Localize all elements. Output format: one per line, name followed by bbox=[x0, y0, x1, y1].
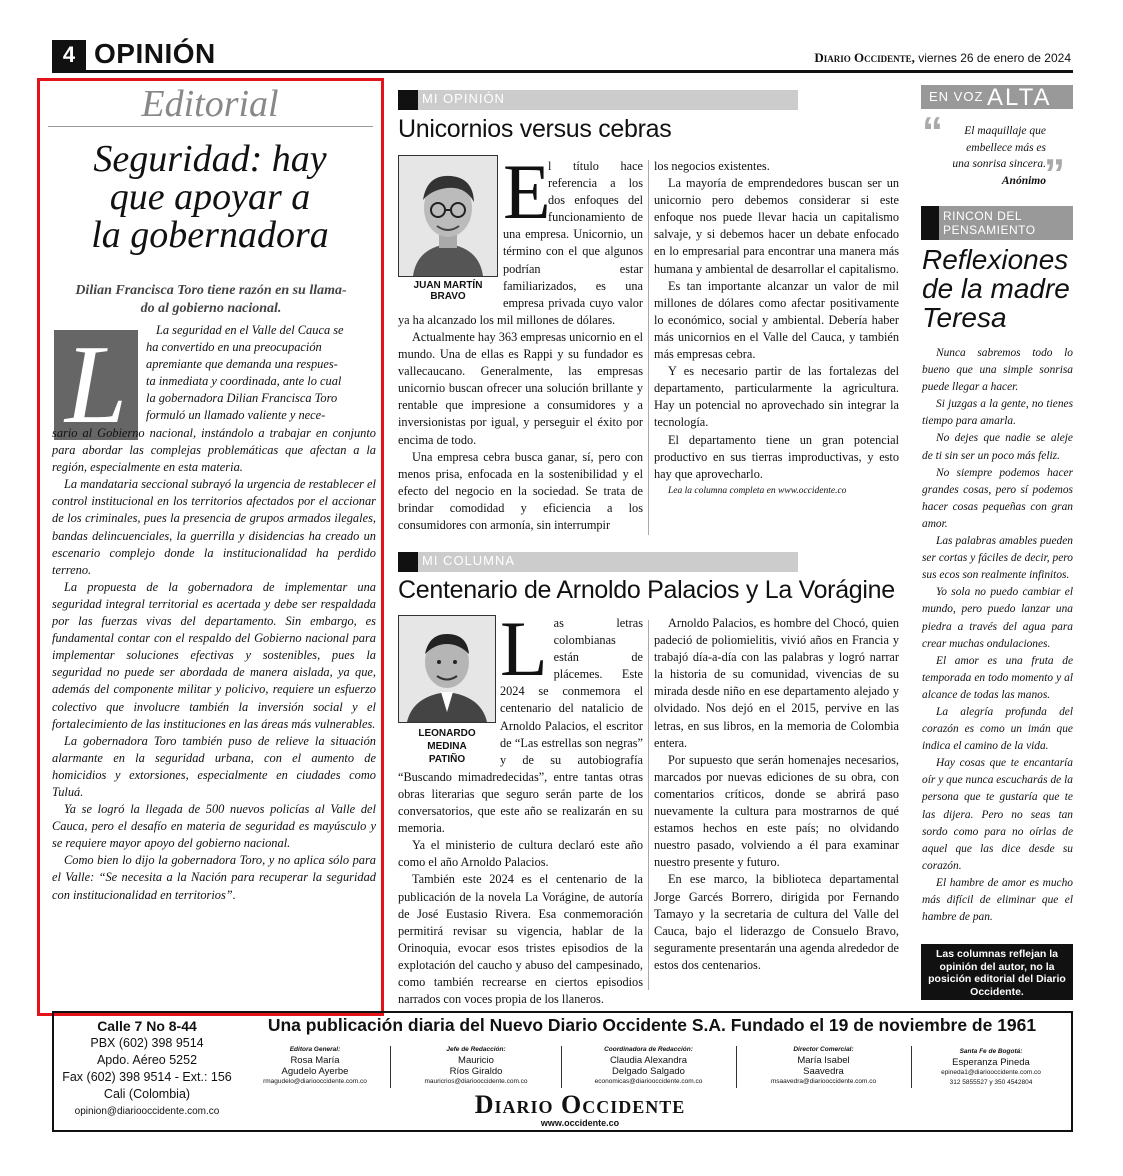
author-name-line: LEONARDO MEDINA bbox=[418, 728, 476, 752]
body-line: formuló un llamado valiente y nece- bbox=[146, 408, 326, 423]
staff-block bbox=[741, 1045, 906, 1087]
staff-email[interactable]: epineda1@diariooccidente.com.co bbox=[941, 1069, 1041, 1076]
editorial-drop-cap: L bbox=[54, 330, 138, 440]
staff-name: María Isabel bbox=[797, 1055, 850, 1066]
rincon-label-line: RINCON DEL bbox=[943, 209, 1023, 223]
staff-name: Claudia Alexandra bbox=[609, 1055, 688, 1066]
staff-block bbox=[396, 1045, 556, 1087]
rincon-label-line: PENSAMIENTO bbox=[943, 223, 1036, 237]
address-line: PBX (602) 398 9514 bbox=[90, 1036, 204, 1050]
body-paragraph: La mandataria seccional subrayó la urgencia de restablecer el control institucional en los territorios afectados por el accionar de los criminales, pues la presencia de grupos armados ilegales, bandas delincuenciales, la guerrilla y disidencias ha creado un escenario complejo donde la institucionalidad ha perdido terreno. bbox=[52, 477, 376, 577]
column-label: MI COLUMNA bbox=[422, 553, 516, 568]
rincon-bar bbox=[921, 206, 1073, 240]
editorial-title-line: que apoyar a bbox=[109, 176, 311, 218]
body-paragraph: En ese marco, la biblioteca departamental Jorge Garcés Borrero, dirigida por Fernando Tamayo y la secretaria de cultura del Valle del Cauca, bajo el liderazgo de Consuelo Bravo, seguramente presentarán una agenda alrededor de estos dos centenarios. bbox=[654, 872, 899, 972]
body-line: ta inmediata y coordinada, ante lo cual bbox=[146, 374, 342, 389]
staff-name: Mauricio bbox=[458, 1055, 494, 1066]
body-paragraph: Arnoldo Palacios, es hombre del Chocó, quien padeció de poliomielitis, vivió años en Francia y trabajó día-a-día con las palabras y logró narrar la historia de su comunidad, vivencias de su mirada desde niño en ese departamento alejado y olvidado. Nos dejó en el 2015, pervive en las letras, en sus libros, en la memoria de Colombia entera. bbox=[654, 616, 899, 750]
address-line: Cali (Colombia) bbox=[103, 1087, 191, 1101]
quote-attribution: Anónimo bbox=[1001, 174, 1046, 187]
editorial-subtitle bbox=[52, 282, 370, 318]
paper-name: Diario Occidente, bbox=[814, 50, 915, 65]
opinion-label-bar bbox=[398, 90, 798, 110]
reflection: Las palabras amables pueden ser cortas y fáciles de decir, pero sus ecos son realmente infinitos. bbox=[922, 535, 1073, 582]
body-paragraph: También este 2024 es el centenario de la publicación de la novela La Vorágine, de autoría de José Eustasio Rivera. Esa conmemoración permitirá revisar su vigencia, hablar de la Orinoquia, evocar esos tristes episodios de la explotación del caucho y abuso del campesinado, como también recrearse en ciertos episodios narrados con voces propia de los llaneros. bbox=[398, 872, 643, 1007]
column-col2 bbox=[654, 615, 899, 974]
read-more-note: Lea la columna completa en www.occidente.co bbox=[668, 485, 847, 496]
rincon-title-line: Reflexiones bbox=[922, 244, 1069, 275]
staff-block bbox=[916, 1047, 1066, 1088]
author-name: JUAN MARTÍN BRAVO bbox=[413, 280, 483, 302]
body-paragraph: Una empresa cebra busca ganar, sí, pero con menos prisa, enfocada en la sostenibilidad y el efecto del negocio en la sociedad. Se trata de brindar comodidad y eficiencia a los consumidores con armonía, sin interrumpir bbox=[398, 449, 643, 532]
editorial-first-lines bbox=[146, 322, 376, 425]
body-paragraph: Por supuesto que serán homenajes necesarios, marcados por nuevas ediciones de su obra, con comentarios críticos, donde se abrirá paso nuevamente la cultura para mostrarnos de qué estamos hechos en este país; no olvidando nuestro pasado, volviendo a él para examinar nuestro presente y futuro. bbox=[654, 752, 899, 870]
body-line: apremiante que demanda una respues- bbox=[146, 357, 338, 372]
reflection: La alegría profunda del corazón es como un imán que indica el camino de la vida. bbox=[922, 705, 1073, 753]
body-line: La seguridad en el Valle del Cauca se bbox=[156, 323, 344, 337]
staff-role: Jefe de Redacción: bbox=[446, 1046, 506, 1053]
voz-alta-label-small: EN VOZ bbox=[929, 89, 984, 104]
rincon-title-line: Teresa bbox=[922, 302, 1007, 333]
dateline bbox=[814, 50, 1071, 66]
editorial-body bbox=[52, 425, 376, 904]
rincon-label bbox=[943, 209, 1036, 237]
staff-block bbox=[245, 1045, 385, 1087]
disclaimer-box: Las columnas reflejan la opinión del autor, no la posición editorial del Diario Occidente. bbox=[921, 944, 1073, 1000]
close-quote-icon: ” bbox=[1044, 150, 1065, 197]
quote-line: embellece más es bbox=[966, 141, 1046, 154]
editorial-title-line: la gobernadora bbox=[91, 214, 329, 256]
section-title: OPINIÓN bbox=[94, 38, 216, 69]
rincon-body bbox=[922, 345, 1073, 926]
staff-role: Coordinadora de Redacción: bbox=[604, 1046, 693, 1053]
website-link[interactable]: www.occidente.co bbox=[540, 1118, 620, 1128]
kicker-rule bbox=[48, 126, 373, 127]
column-drop-cap: L bbox=[500, 605, 548, 692]
column-col1 bbox=[398, 605, 643, 1008]
rincon-title-line: de la madre bbox=[922, 273, 1070, 304]
body-paragraph: La propuesta de la gobernadora de implementar una seguridad integral territorial es acertada y debe ser respaldada por las fuerzas vivas del departamento. Sin embargo, es fundamental contar con el respaldo del Gobierno nacional para implementar soluciones efectivas y sostenibles, pues la seguridad no puede ser abordada de manera aislada, ya que, además del componente militar y policivo, requiere un esfuerzo colectivo que involucre también la inversión social y el fortalecimiento de las instituciones en las áreas más vulnerables. bbox=[52, 579, 376, 731]
body-paragraph: los negocios existentes. bbox=[654, 159, 770, 173]
editorial-title-line: Seguridad: hay bbox=[93, 138, 327, 180]
address-line: Calle 7 No 8-44 bbox=[97, 1018, 197, 1034]
rincon-title bbox=[922, 245, 1072, 332]
body-paragraph: sario al Gobierno nacional, instándolo a trabajar en conjunto para abordar las complejas problemáticas que afectan a la región, especialmente en esta materia. bbox=[52, 426, 376, 475]
address-line: Fax (602) 398 9514 - Ext.: 156 bbox=[62, 1070, 232, 1084]
staff-role: Director Comercial: bbox=[793, 1046, 854, 1053]
staff-name: Agudelo Ayerbe bbox=[281, 1066, 349, 1077]
staff-email[interactable]: rmagudelo@diariooccidente.com.co bbox=[263, 1078, 367, 1085]
staff-name: Delgado Salgado bbox=[612, 1066, 685, 1077]
opinion-title: Unicornios versus cebras bbox=[398, 115, 672, 143]
staff-block bbox=[566, 1045, 731, 1087]
staff-name: Rosa María bbox=[290, 1055, 340, 1066]
body-paragraph: as letras colombianas están de plácemes. Este 2024 se conmemora el centenario del natalicio de Arnoldo Palacios, el escritor de “Las estrellas son negras” y de su autobiografía “Buscando mimadredecidas”, entre tantas otras obras literarias que seguro serán parte de los conversatorios, que este año se realizarán en su memoria. bbox=[398, 616, 643, 836]
opinion-col1 bbox=[398, 148, 643, 534]
editorial-kicker: Editorial bbox=[141, 83, 279, 125]
footer-address bbox=[54, 1018, 240, 1120]
body-paragraph: Como bien lo dijo la gobernadora Toro, y no aplica sólo para el Valle: “Se necesita a la Nación para recuperar la seguridad con institucionalidad en territorios”. bbox=[52, 853, 376, 902]
staff-email[interactable]: economicas@diariooccidente.com.co bbox=[594, 1078, 703, 1085]
reflection: Yo sola no puedo cambiar el mundo, pero puedo lanzar una piedra a través del agua para crear muchas ondulaciones. bbox=[922, 586, 1073, 650]
staff-name: Saavedra bbox=[803, 1066, 844, 1077]
staff-role: Editora General: bbox=[289, 1046, 341, 1053]
address-line: Apdo. Aéreo 5252 bbox=[96, 1053, 198, 1067]
staff-name: Esperanza Pineda bbox=[952, 1057, 1030, 1068]
staff-role: Santa Fe de Bogotá: bbox=[959, 1048, 1023, 1055]
quote-line: una sonrisa sincera. bbox=[952, 158, 1046, 170]
voz-alta-label-big: ALTA bbox=[987, 84, 1052, 111]
opinion-drop-cap: E bbox=[503, 148, 551, 235]
issue-date: viernes 26 de enero de 2024 bbox=[918, 51, 1071, 65]
staff-email[interactable]: mauricrios@diariooccidente.com.co bbox=[424, 1078, 528, 1085]
body-paragraph: l título hace referencia a los dos enfoques del funcionamiento de una empresa. Unicornio, un término con el que algunos podrían estar familiarizados, es una empresa privada cuyo valor ya ha alcanzado los mil millones de dólares. bbox=[398, 159, 643, 327]
voz-alta-quote bbox=[936, 123, 1046, 189]
staff-name: Ríos Giraldo bbox=[449, 1066, 503, 1077]
reflection: No siempre podemos hacer grandes cosas, pero sí podemos hacer cosas pequeñas con gran amor. bbox=[922, 466, 1073, 530]
column-label-bar bbox=[398, 552, 798, 572]
opinion-col2 bbox=[654, 158, 899, 496]
column-title: Centenario de Arnoldo Palacios y La Vorágine bbox=[398, 576, 895, 604]
reflection: No dejes que nadie se aleje de ti sin ser un poco más feliz. bbox=[922, 432, 1073, 462]
reflection: El hambre de amor es mucho más difícil de eliminar que el hambre de pan. bbox=[922, 876, 1073, 924]
body-paragraph: Es tan importante alcanzar un valor de mil millones de dólares como afectar positivamente lo económico, social y ambiental. Debería haber más unicornios en el Valle del Cauca, y también más empresas cebra. bbox=[654, 278, 899, 362]
staff-divider bbox=[736, 1046, 737, 1088]
reflection: El amor es una fruta de temporada en todo momento y al alcance de todas las manos. bbox=[922, 654, 1073, 701]
body-paragraph: Y es necesario partir de las fortalezas del departamento, particularmente la agricultura. Hay un potencial no aprovechado sin integrar la tecnología. bbox=[654, 364, 899, 430]
header-rule bbox=[52, 70, 1073, 73]
subtitle-line: Dilian Francisca Toro tiene razón en su llama- bbox=[75, 283, 347, 298]
contact-email[interactable]: opinion@diariooccidente.com.co bbox=[74, 1106, 220, 1117]
column-divider bbox=[648, 620, 649, 990]
author-name-line: PATIÑO bbox=[428, 754, 466, 765]
staff-divider bbox=[561, 1046, 562, 1088]
open-quote-icon: “ bbox=[922, 108, 943, 155]
column-divider bbox=[648, 160, 649, 535]
editorial-title bbox=[40, 140, 380, 254]
reflection: Hay cosas que te encantaría oír y que nunca escucharás de la persona que te gustaría que te las dijera. Pero no seas tan sordo como para no oírlas de aquel que las dice desde su corazón. bbox=[922, 757, 1073, 872]
reflection: Nunca sabremos todo lo bueno que una simple sonrisa puede llegar a hacer. bbox=[922, 347, 1073, 394]
masthead-logo: Diario Occidente bbox=[474, 1090, 686, 1119]
body-paragraph: El departamento tiene un gran potencial productivo en sus tierras improductivas, y esto hay que aprovecharlo. bbox=[654, 432, 899, 481]
opinion-label: MI OPINIÓN bbox=[422, 91, 505, 106]
page-number: 4 bbox=[52, 40, 86, 70]
reflection: Si juzgas a la gente, no tienes tiempo para amarla. bbox=[922, 398, 1073, 428]
publication-line: Una publicación diaria del Nuevo Diario Occidente S.A. Fundado el 19 de noviembre de 1961 bbox=[267, 1015, 1037, 1035]
staff-divider bbox=[911, 1046, 912, 1088]
body-paragraph: Ya se logró la llegada de 500 nuevos policías al Valle del Cauca, pero el desafío en materia de seguridad es mayúsculo y se requiere mayor apoyo del gobierno nacional. bbox=[52, 802, 376, 851]
body-paragraph: Actualmente hay 363 empresas unicornio en el mundo. Una de ellas es Rappi y su fundador es vallecaucano. Generalmente, las empresas unicornio buscan ofrecer una solución brillante y rentable que impresione a consumidores y a inversionistas por igual, y perseguir el éxito por encima de todo. bbox=[398, 329, 643, 447]
body-paragraph: La mayoría de emprendedores buscan ser un unicornio pero debemos considerar si este enfoque nos puede llevar hacia un capitalismo salvaje, y si debemos hacer un debate enfocado en lo empresarial para encontrar una manera más humana y ambiental de desarrollar el capitalismo. bbox=[654, 176, 899, 276]
staff-divider bbox=[390, 1046, 391, 1088]
voz-alta-bar bbox=[921, 85, 1073, 109]
staff-phone: 312 5855527 y 350 4542804 bbox=[949, 1079, 1033, 1086]
body-paragraph: La gobernadora Toro también puso de relieve la situación alarmante en la seguridad urbana, con el aumento de homicidios y extorsiones, especialmente en ciudades como Tuluá. bbox=[52, 733, 376, 799]
body-paragraph: Ya el ministerio de cultura declaró este año como el año Arnoldo Palacios. bbox=[398, 838, 643, 870]
body-line: ha convertido en una preocupación bbox=[146, 340, 322, 355]
body-line: la gobernadora Dilian Francisca Toro bbox=[146, 391, 338, 406]
quote-line: El maquillaje que bbox=[964, 125, 1046, 137]
staff-email[interactable]: msaavedra@diariooccidente.com.co bbox=[770, 1078, 877, 1085]
subtitle-line: do al gobierno nacional. bbox=[140, 301, 282, 316]
